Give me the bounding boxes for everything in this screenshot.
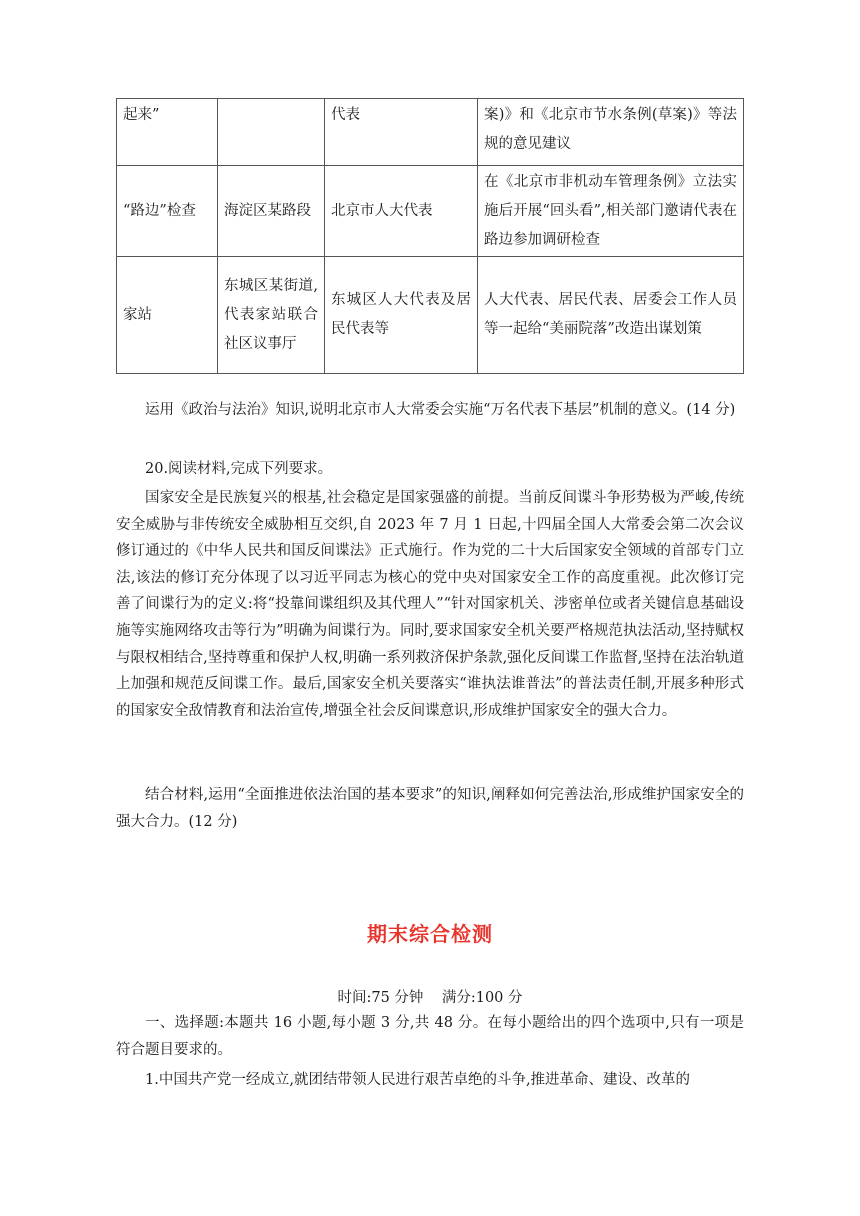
question-1-stem: 1.中国共产党一经成立,就团结带领人民进行艰苦卓绝的斗争,推进革命、建设、改革的 bbox=[145, 1072, 691, 1088]
table-cell: “路边”检查 bbox=[117, 166, 218, 257]
table-row bbox=[117, 99, 744, 166]
exam-title: 期末综合检测 bbox=[367, 922, 493, 946]
question-20-material: 国家安全是民族复兴的根基,社会稳定是国家强盛的前提。当前反间谍斗争形势极为严峻,传统安全威胁与非传统安全威胁相互交织,自 2023 年 7 月 1 日起,十四届全国人大常委会第二次会议修订通过的《中华人民共和国反间谍法》正式施行。作为党的二十大后国家安全领域的首部专门立法,该法的修订充分体现了以习近平同志为核心的党中央对国家安全工作的高度重视。此次修订完善了间谍行为的定义:将“投靠间谍组织及其代理人”“针对国家机关、涉密单位或者关键信息基础设施等实施网络攻击等行为”明确为间谍行为。同时,要求国家安全机关要严格规范执法活动,坚持赋权与限权相结合,坚持尊重和保护人权,明确一系列救济保护条款,强化反间谍工作监督,坚持在法治轨道上加强和规范反间谍工作。最后,国家安全机关要落实“谁执法谁普法”的普法责任制,开展多种形式的国家安全敌情教育和法治宣传,增强全社会反间谍意识,形成维护国家安全的强大合力。 bbox=[116, 490, 744, 719]
representatives-table bbox=[116, 98, 744, 374]
table-row bbox=[117, 257, 744, 374]
table-cell: 案)》和《北京市节水条例(草案)》等法规的意见建议 bbox=[478, 99, 744, 166]
table-cell: 在《北京市非机动车管理条例》立法实施后开展“回头看”,相关部门邀请代表在路边参加调研检查 bbox=[478, 166, 744, 257]
table-cell: 东城区某街道,代表家站联合社区议事厅 bbox=[218, 257, 325, 374]
question-19-prompt: 运用《政治与法治》知识,说明北京市人大常委会实施“万名代表下基层”机制的意义。(14 分) bbox=[145, 402, 736, 418]
exam-time-score: 时间:75 分钟 满分:100 分 bbox=[337, 990, 523, 1006]
table-cell: 海淀区某路段 bbox=[218, 166, 325, 257]
table-cell: 东城区人大代表及居民代表等 bbox=[325, 257, 478, 374]
table-cell bbox=[218, 99, 325, 166]
table-cell: 家站 bbox=[117, 257, 218, 374]
table-cell: 人大代表、居民代表、居委会工作人员等一起给“美丽院落”改造出谋划策 bbox=[478, 257, 744, 374]
question-20-title: 20.阅读材料,完成下列要求。 bbox=[145, 461, 333, 477]
table-row bbox=[117, 166, 744, 257]
table-cell: 北京市人大代表 bbox=[325, 166, 478, 257]
table-cell: 代表 bbox=[325, 99, 478, 166]
section-one-instructions: 一、选择题:本题共 16 小题,每小题 3 分,共 48 分。在每小题给出的四个选项中,只有一项是符合题目要求的。 bbox=[116, 1015, 744, 1058]
question-20-prompt: 结合材料,运用“全面推进依法治国的基本要求”的知识,阐释如何完善法治,形成维护国家安全的强大合力。(12 分) bbox=[116, 787, 744, 830]
table-cell: 起来” bbox=[117, 99, 218, 166]
